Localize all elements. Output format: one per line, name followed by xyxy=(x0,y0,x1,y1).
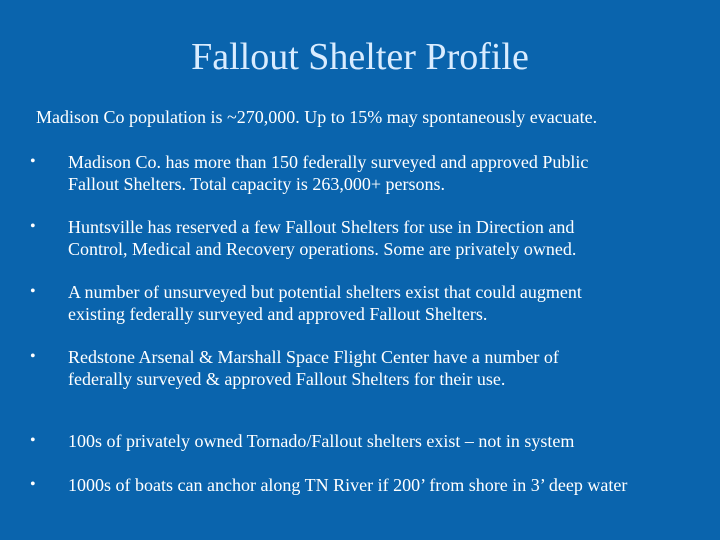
bullet-line: Redstone Arsenal & Marshall Space Flight Center have a number of xyxy=(68,347,559,367)
bullet-mark: • xyxy=(30,476,36,493)
bullet-line: 100s of privately owned Tornado/Fallout shelters exist – not in system xyxy=(68,431,575,451)
bullet-text xyxy=(68,216,708,260)
bullet-text xyxy=(68,151,708,195)
bullet-line: Huntsville has reserved a few Fallout Shelters for use in Direction and xyxy=(68,217,575,237)
bullet-line: Fallout Shelters. Total capacity is 263,000+ persons. xyxy=(68,174,446,194)
bullet-line: A number of unsurveyed but potential shelters exist that could augment xyxy=(68,282,582,302)
bullet-mark: • xyxy=(30,153,36,170)
bullet-line: Madison Co. has more than 150 federally surveyed and approved Public xyxy=(68,152,589,172)
slide-title: Fallout Shelter Profile xyxy=(191,36,529,78)
bullet-mark: • xyxy=(30,432,36,449)
bullet-text xyxy=(68,474,708,496)
bullet-line: Control, Medical and Recovery operations. Some are privately owned. xyxy=(68,239,577,259)
bullet-line: federally surveyed & approved Fallout Shelters for their use. xyxy=(68,369,506,389)
bullet-text xyxy=(68,430,708,452)
bullet-line: existing federally surveyed and approved Fallout Shelters. xyxy=(68,304,488,324)
bullet-mark: • xyxy=(30,348,36,365)
bullet-line: 1000s of boats can anchor along TN River if 200’ from shore in 3’ deep water xyxy=(68,475,628,495)
bullet-text xyxy=(68,346,708,390)
slide-subtitle: Madison Co population is ~270,000. Up to 15% may spontaneously evacuate. xyxy=(36,107,598,127)
bullet-text xyxy=(68,281,708,325)
bullet-mark: • xyxy=(30,283,36,300)
bullet-mark: • xyxy=(30,218,36,235)
